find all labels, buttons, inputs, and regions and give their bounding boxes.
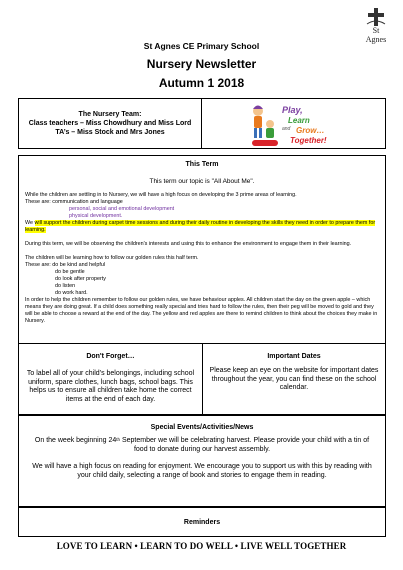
prime-areas-intro: While the children are settling in to Nursery, we will have a high focus on developing the 3 prime areas of learning. (25, 192, 297, 198)
grow-word: Grow… (296, 126, 325, 135)
topic-text: This term our topic is "All About Me". (149, 178, 255, 185)
reminders-heading: Reminders (183, 519, 221, 526)
special-events-heading: Special Events/Activities/News (150, 424, 254, 431)
golden-rule-1: These are: do be kind and helpful (25, 262, 106, 268)
prime-area-2: personal, social and emotional development (69, 206, 175, 212)
nursery-team-box (18, 98, 202, 149)
important-dates-section (202, 343, 386, 415)
support-paragraph: We will support the children during carpet time sessions and during their daily routine in developing the skills they need in order to prepare them for learning. (25, 220, 376, 233)
special-events-section (18, 415, 386, 507)
prime-area-1: These are: communication and language (25, 199, 123, 205)
school-name: St Agnes CE Primary School (143, 41, 260, 51)
golden-rules-intro: The children will be learning how to follow our golden rules this half term. (25, 255, 199, 261)
dont-forget-text: To label all of your child’s belongings, including school uniform, spare clothes, lunch bags, school bags. This helps us to ensure all children take home the correct items at the end of each day. (26, 370, 195, 403)
and-word: and (282, 126, 291, 132)
harvest-paragraph: On the week beginning 24th September we will be celebrating harvest. Please provide your child with a tin of food to donate during our harvest assembly. (34, 437, 370, 453)
term-title: Autumn 1 2018 (158, 76, 245, 90)
play-word: Play, (282, 105, 303, 115)
observation-paragraph: During this term, we will be observing the children's interests and using this to enhance the environment to engage them in their learning. (25, 241, 352, 247)
important-dates-heading: Important Dates (267, 353, 321, 360)
play-learn-grow-logo (248, 102, 338, 148)
reading-paragraph: We will have a high focus on reading for enjoyment. We encourage you to support us with this by reading with your child daily, selecting a range of book and stories to engage them in reading. (32, 463, 372, 479)
prime-area-3: physical development. (69, 213, 123, 219)
cross-emblem-icon (365, 8, 387, 26)
important-dates-text: Please keep an eye on the website for important dates throughout the year, you can find these on the school calendar. (209, 367, 379, 391)
golden-rule-4: do listen (55, 283, 76, 289)
highlighted-text: will support the children during carpet time sessions and during their daily routine in developing the skills they need in order to prepare them for learning. (25, 220, 376, 233)
dont-forget-section (18, 343, 203, 415)
learn-word: Learn (288, 116, 310, 125)
dont-forget-heading: Don't Forget… (86, 353, 135, 360)
together-word: Together! (290, 136, 327, 145)
newsletter-title: Nursery Newsletter (146, 57, 257, 71)
golden-rule-5: do work hard. (55, 290, 88, 296)
golden-rule-3: do look after property (55, 276, 106, 282)
teaching-assistants: TA’s – Miss Stock and Mrs Jones (55, 129, 165, 136)
this-term-section (18, 155, 386, 344)
school-motto: LOVE TO LEARN • LEARN TO DO WELL • LIVE WELL TOGETHER (56, 541, 347, 551)
golden-rule-2: do be gentle (55, 269, 85, 275)
logo-line-2: Agnes (365, 35, 387, 44)
play-learn-grow-box (201, 98, 386, 149)
behaviour-apples-paragraph: In order to help the children remember to follow our golden rules, we have behaviour apples. All children start the day on the green apple – which means they are doing great. If a child does something really special and tries hard to follow the rules, then their peg will be moved to gold and they will be able to choose a reward at the end of the day. The yellow and red apples are there to remind children to think about the choices they make in Nursery. (25, 297, 378, 324)
this-term-heading: This Term (185, 161, 219, 168)
logo-line-1: St (372, 26, 380, 35)
class-teachers: Class teachers – Miss Chowdhury and Miss Lord (28, 120, 192, 127)
team-title: The Nursery Team: (78, 111, 142, 118)
reminders-section (18, 507, 386, 537)
